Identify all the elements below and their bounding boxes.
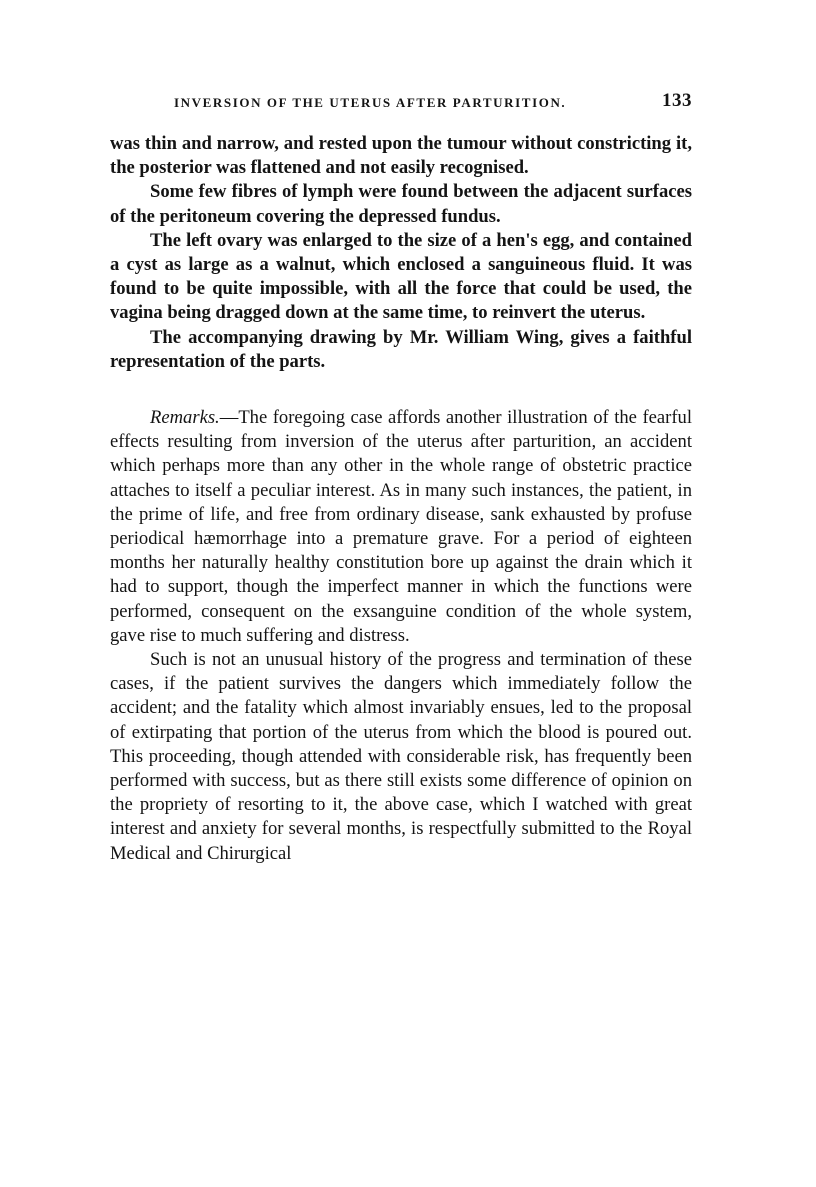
page-number: 133 xyxy=(662,90,692,111)
section-gap xyxy=(110,374,692,406)
remarks-paragraph-1-text: —The foregoing case affords another illustration of the fearful effects resulting from inversion of the uterus after parturition, an accident which perhaps more than any other in the whole range of obstetric practice attaches to itself a peculiar interest. As in many such instances, the patient, in the prime of life, and free from ordinary disease, sank exhausted by profuse periodical hæmorrhage into a premature grave. For a period of eighteen months her naturally healthy constitution bore up against the drain which it had to support, though the imperfect manner in which the functions were performed, consequent on the exsanguine condition of the whole system, gave rise to much suffering and distress. xyxy=(110,407,692,646)
running-head xyxy=(112,90,692,118)
case-paragraph-ovary: The left ovary was enlarged to the size of a hen's egg, and contained a cyst as large as a walnut, which enclosed a sanguineous fluid. It was found to be quite impossible, with all the force that could be used, the vagina being dragged down at the same time, to reinvert the uterus. xyxy=(110,229,692,324)
case-paragraph-lymph: Some few fibres of lymph were found between the adjacent surfaces of the peritoneum covering the depressed fundus. xyxy=(110,181,692,227)
running-title: INVERSION OF THE UTERUS AFTER PARTURITION. xyxy=(174,95,567,110)
remarks-paragraph-2: Such is not an unusual history of the progress and termination of these cases, if the patient survives the dangers which immediately follow the accident; and the fatality which almost invariably ensues, led to the proposal of extirpating that portion of the uterus from which the blood is poured out. This proceeding, though attended with considerable risk, has frequently been performed with success, but as there still exists some difference of opinion on the propriety of resorting to it, the above case, which I watched with great interest and anxiety for several months, is respectfully submitted to the Royal Medical and Chirurgical xyxy=(110,649,692,864)
case-paragraph-continued: was thin and narrow, and rested upon the tumour without constricting it, the posterior was flattened and not easily recognised. xyxy=(110,133,692,179)
body-text xyxy=(110,132,692,866)
case-report-section xyxy=(110,132,692,374)
remarks-paragraph-1 xyxy=(110,406,692,648)
remarks-section xyxy=(110,406,692,866)
case-paragraph-drawing: The accompanying drawing by Mr. William Wing, gives a faithful representation of the parts. xyxy=(110,326,692,372)
remarks-label: Remarks. xyxy=(150,407,220,429)
